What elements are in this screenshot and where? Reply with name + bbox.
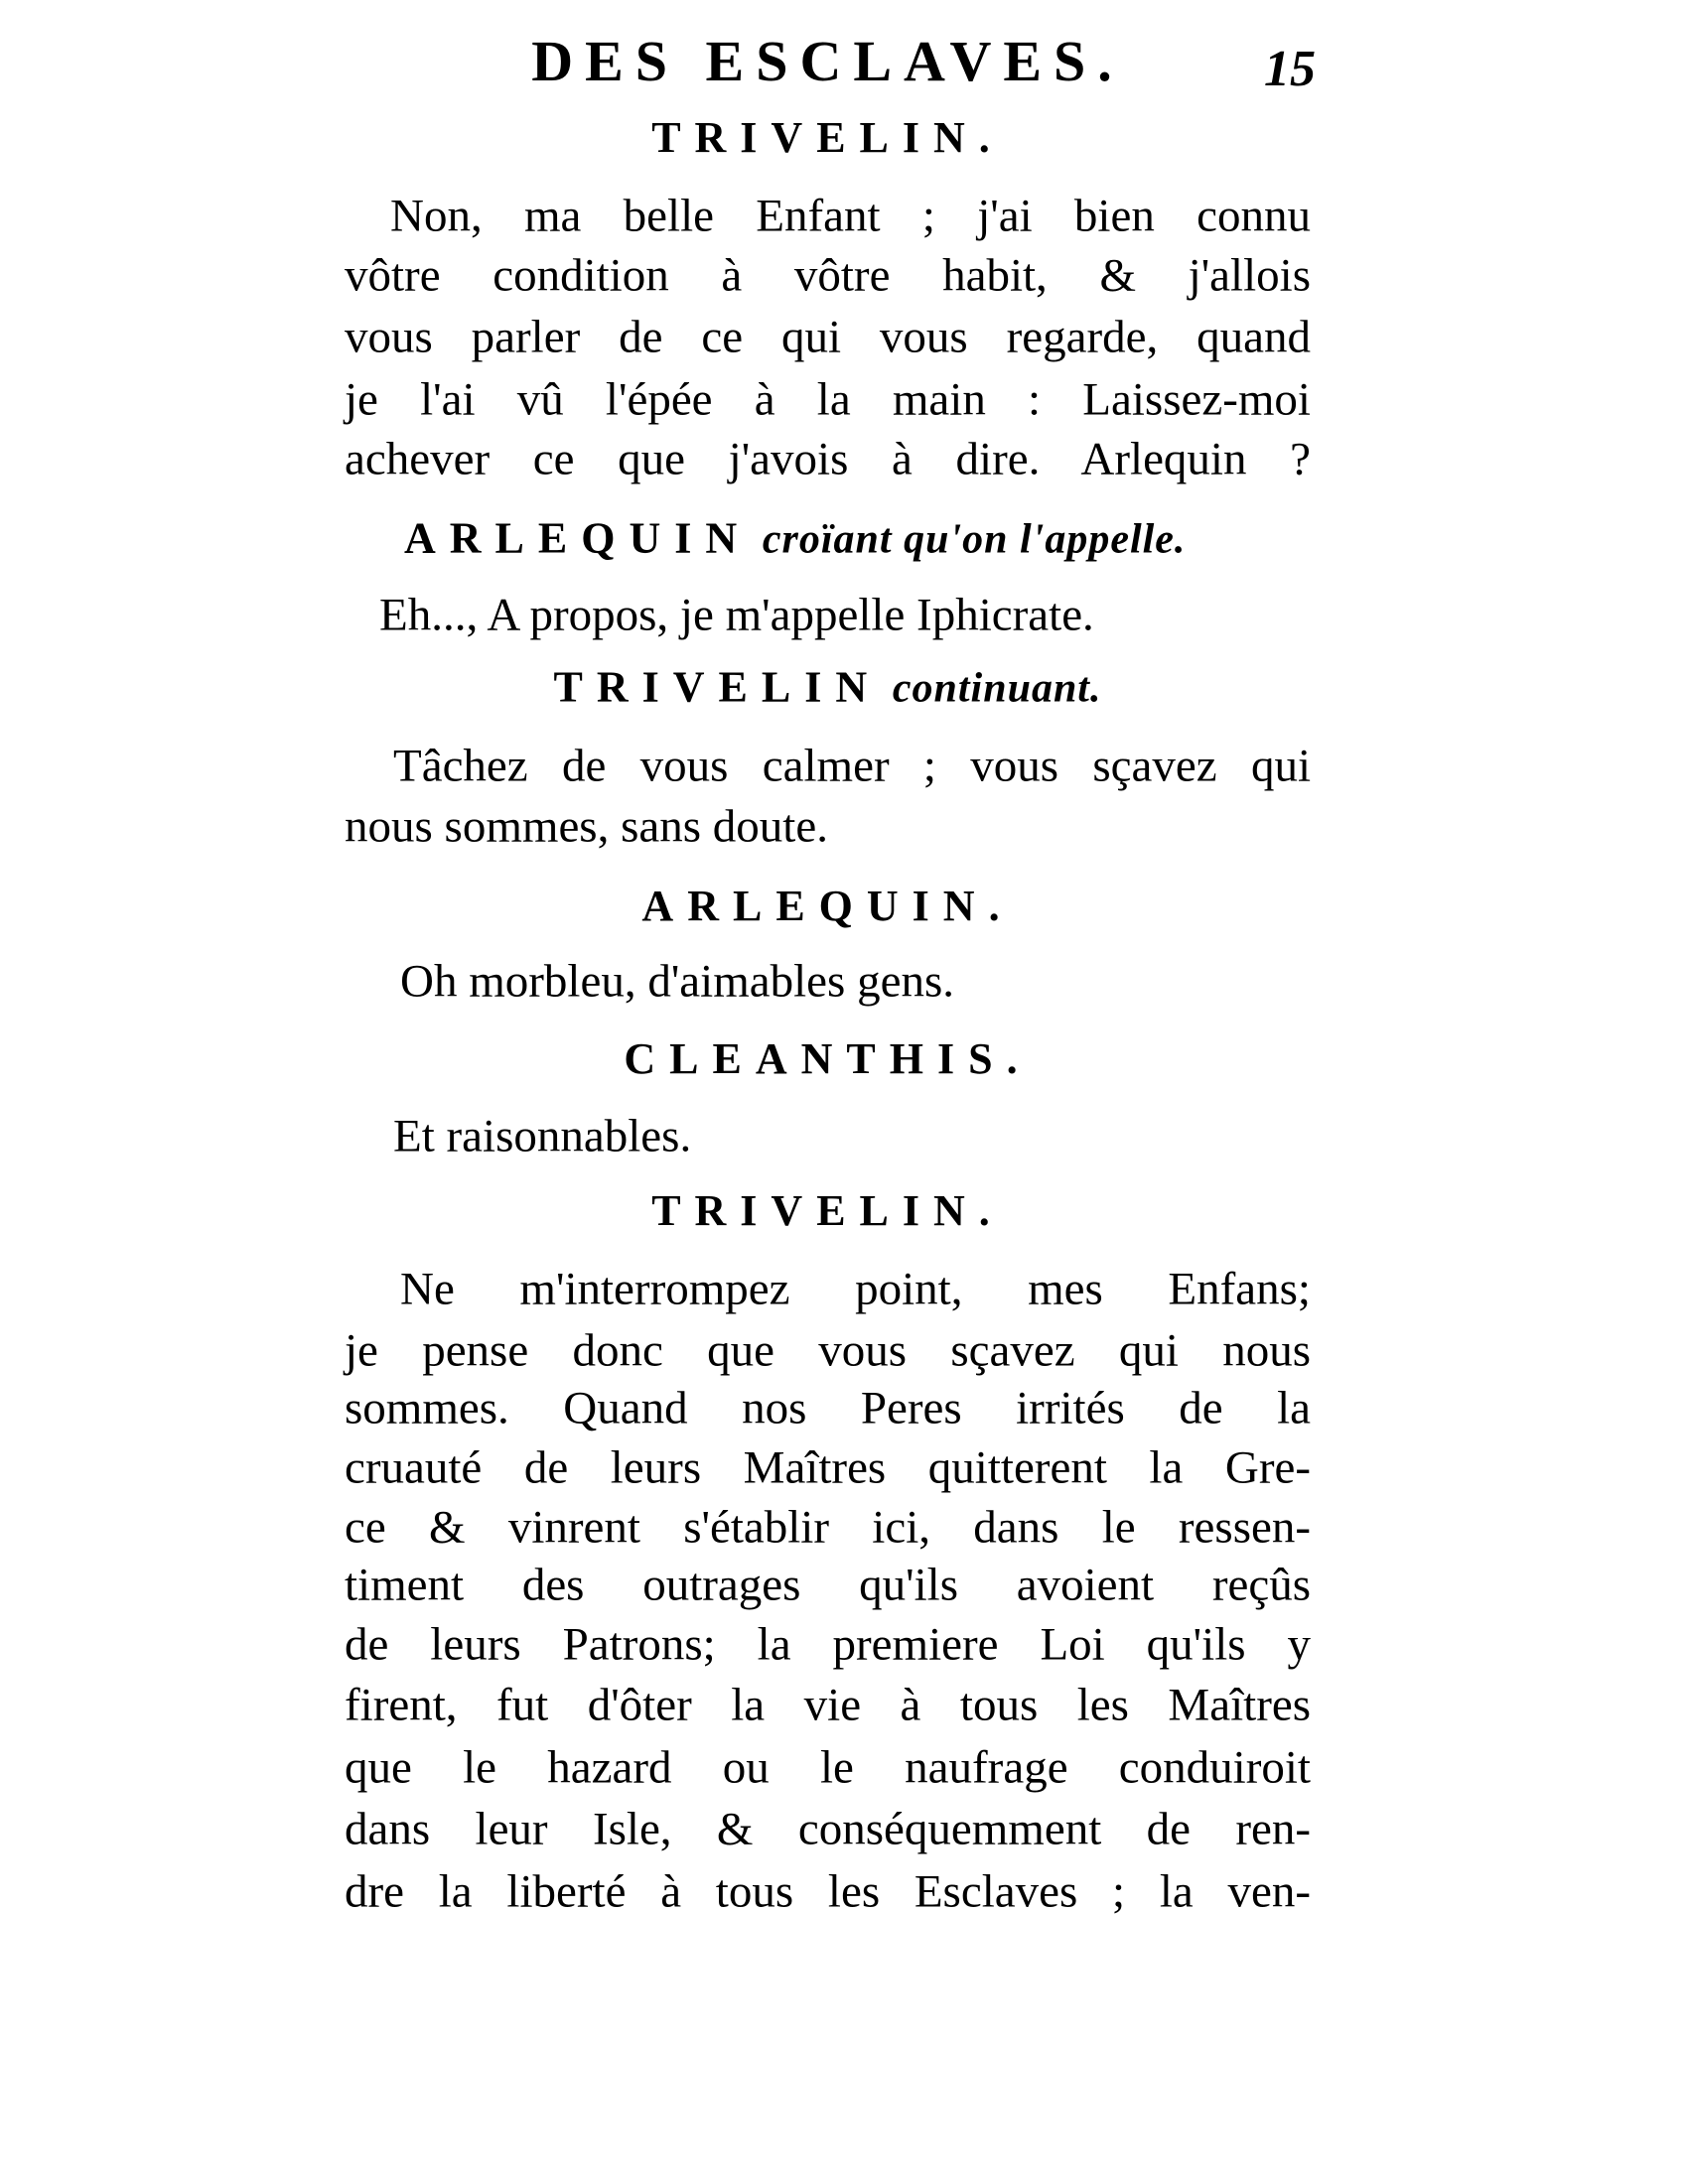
text-line: que le hazard ou le naufrage conduiroit <box>345 1741 1311 1794</box>
text-line: cruauté de leurs Maîtres quitterent la Gre- <box>345 1441 1311 1494</box>
text-line: dre la liberté à tous les Esclaves ; la ven- <box>345 1865 1311 1918</box>
text-line: Non, ma belle Enfant ; j'ai bien connu <box>390 190 1311 242</box>
speaker-heading <box>345 664 1311 711</box>
text-line: vous parler de ce qui vous regarde, quand <box>345 311 1311 363</box>
speaker-heading <box>404 515 1186 562</box>
speaker-name: TRIVELIN. <box>651 1186 1004 1235</box>
running-head: DES ESCLAVES. <box>531 29 1124 93</box>
text-line: de leurs Patrons; la premiere Loi qu'ils y <box>345 1618 1311 1671</box>
text-line: Ne m'interrompez point, mes Enfans; <box>400 1263 1311 1315</box>
text-line: je l'ai vû l'épée à la main : Laissez-moi <box>345 373 1311 426</box>
text-line: dans leur Isle, & conséquemment de ren- <box>345 1803 1311 1855</box>
text-line: timent des outrages qu'ils avoient reçûs <box>345 1559 1311 1611</box>
speaker-name: CLEANTHIS. <box>624 1034 1032 1083</box>
text-line: je pense donc que vous sçavez qui nous <box>345 1324 1311 1377</box>
stage-direction: croïant qu'on l'appelle. <box>762 516 1187 563</box>
speaker-name: ARLEQUIN. <box>641 882 1014 930</box>
speaker-name: TRIVELIN. <box>651 113 1004 162</box>
text-line: ce & vinrent s'établir ici, dans le ressen- <box>345 1501 1311 1554</box>
text-line: Et raisonnables. <box>393 1110 692 1162</box>
text-line: Eh..., A propos, je m'appelle Iphicrate. <box>379 589 1094 641</box>
text-line: achever ce que j'avois à dire. Arlequin ? <box>345 433 1311 485</box>
text-line: Oh morbleu, d'aimables gens. <box>400 955 954 1008</box>
speaker-name: ARLEQUIN <box>404 513 752 563</box>
text-line: sommes. Quand nos Peres irrités de la <box>345 1382 1311 1434</box>
speaker-name: TRIVELIN <box>553 662 882 712</box>
text-line: vôtre condition à vôtre habit, & j'allois <box>345 249 1311 302</box>
text-line: firent, fut d'ôter la vie à tous les Maîtres <box>345 1679 1311 1731</box>
page-number: 15 <box>1264 41 1316 97</box>
stage-direction: continuant. <box>892 665 1102 712</box>
text-line: Tâchez de vous calmer ; vous sçavez qui <box>393 740 1311 792</box>
text-line: nous sommes, sans doute. <box>345 800 828 853</box>
